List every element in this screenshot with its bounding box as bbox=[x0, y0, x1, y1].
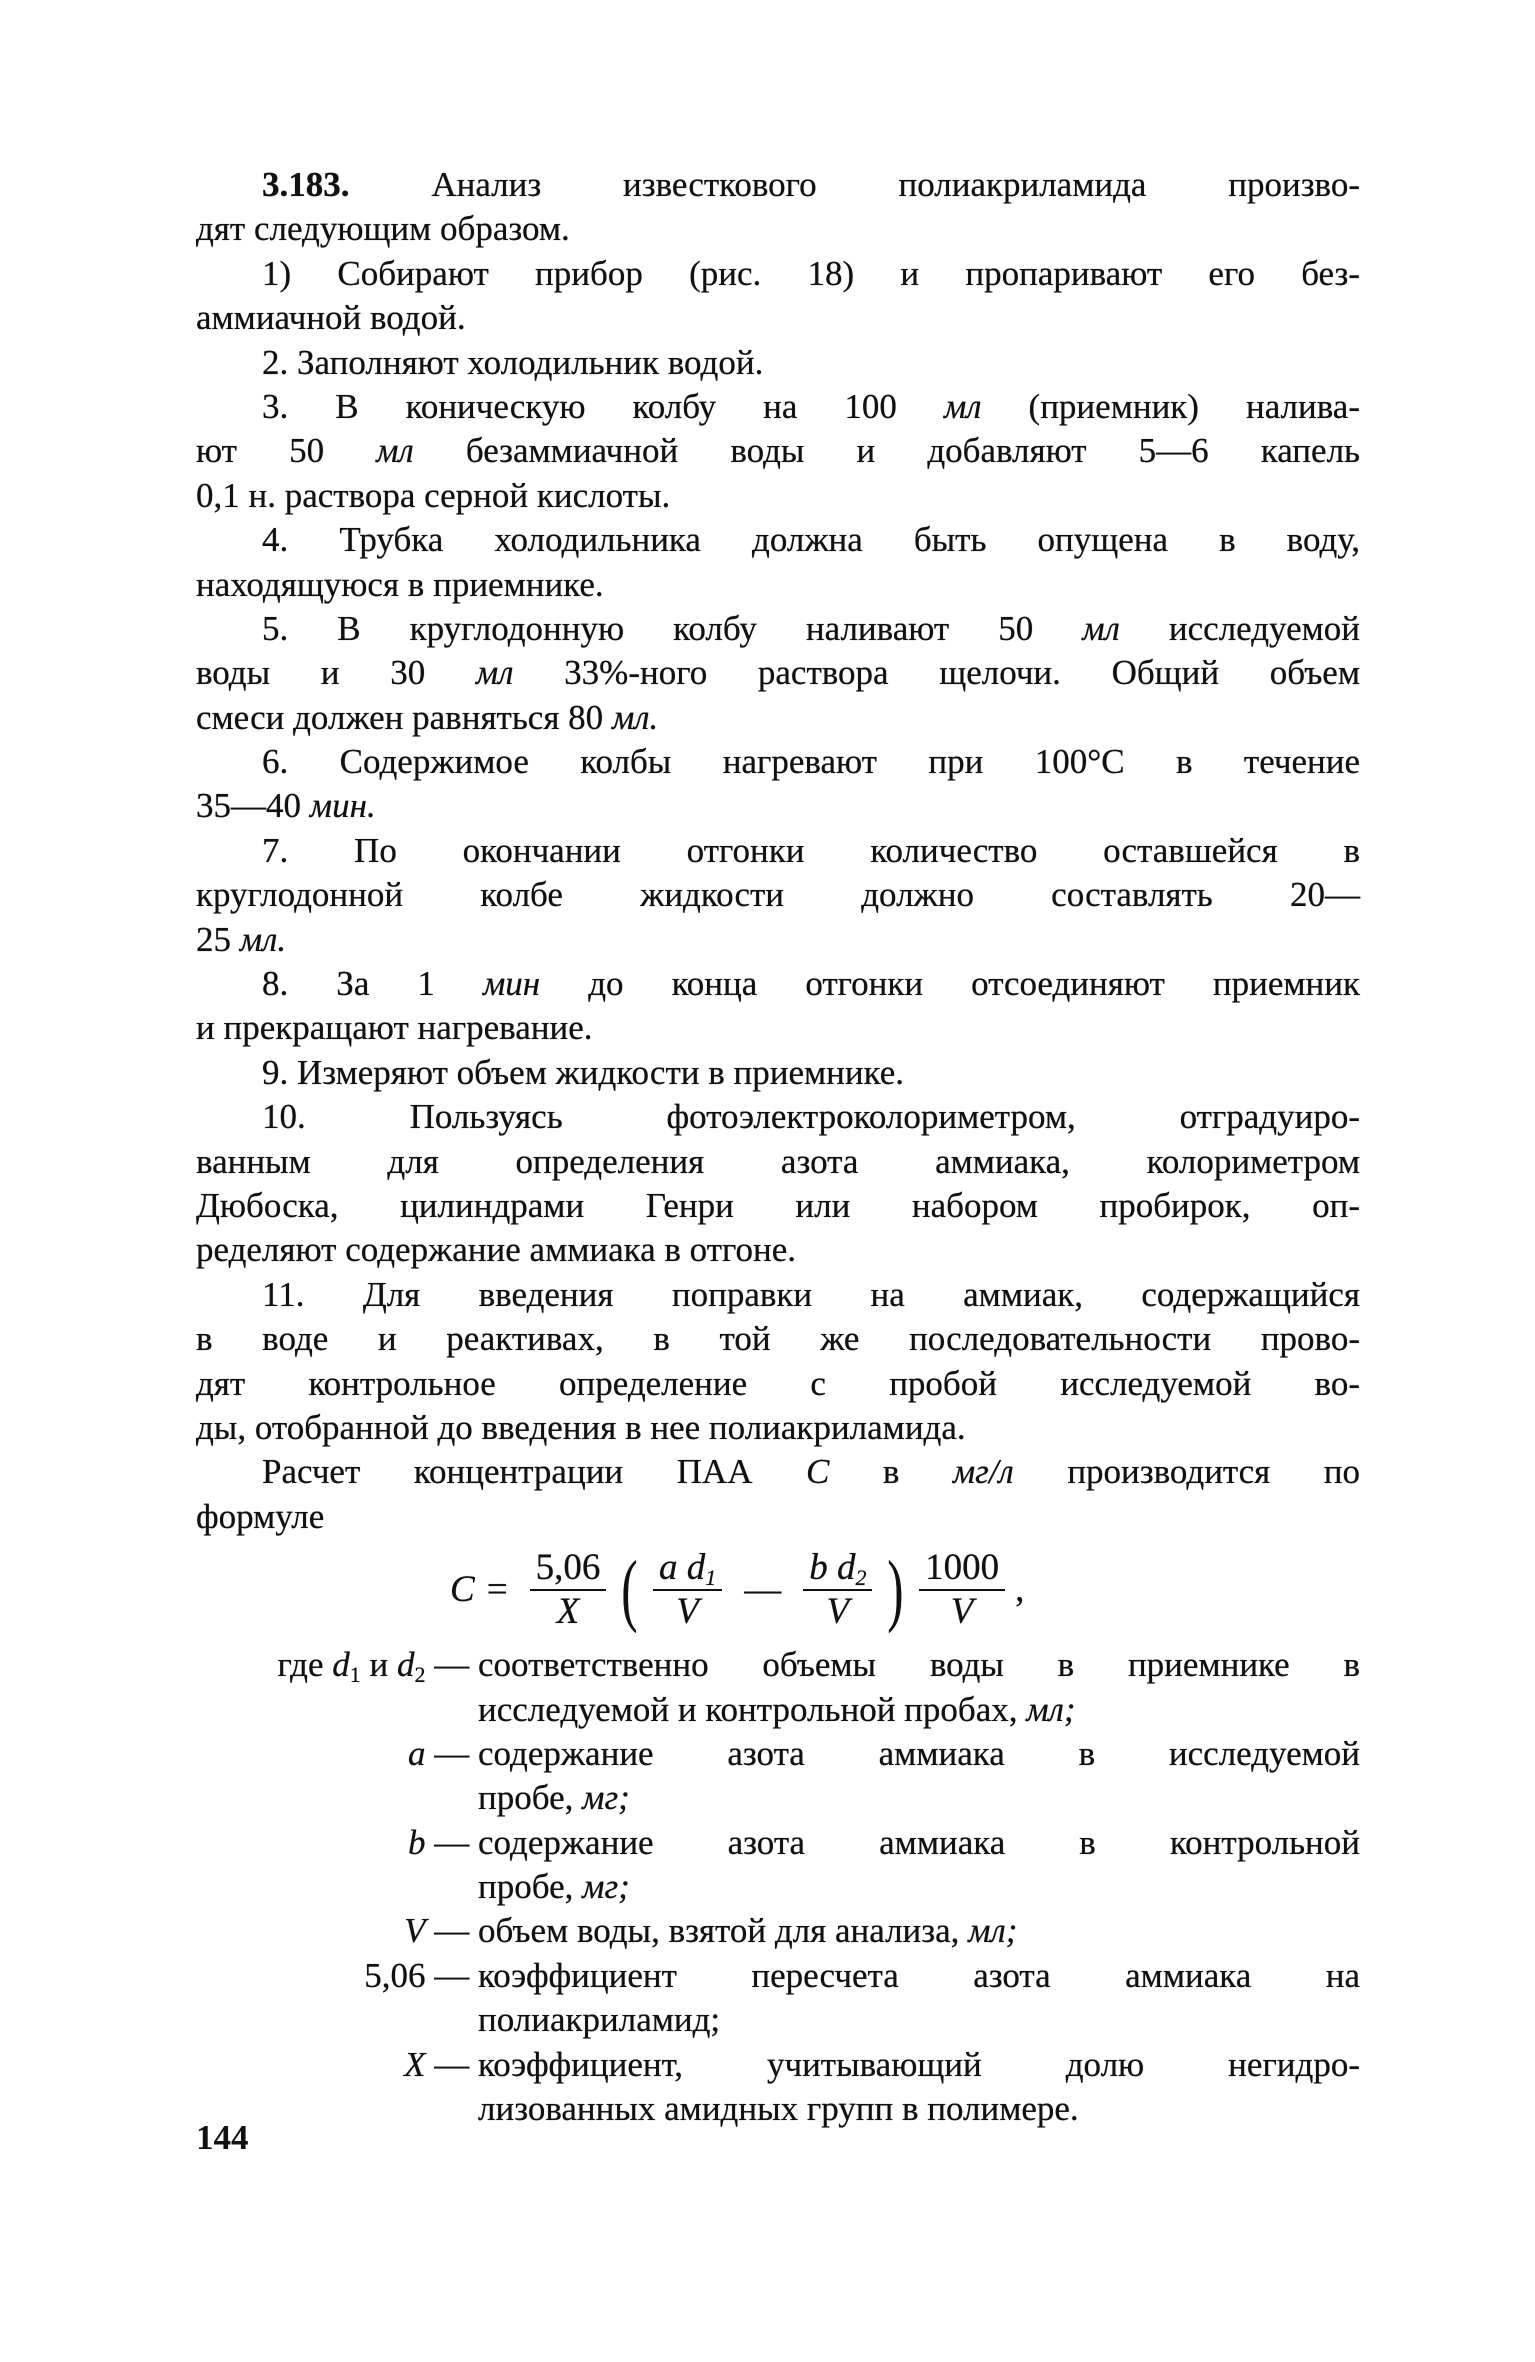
text-segment: мг; bbox=[582, 1867, 630, 1907]
text-line bbox=[478, 1909, 1360, 1953]
text-segment: пробе, bbox=[478, 1867, 583, 1907]
text-segment: мл bbox=[376, 431, 414, 471]
legend-definition bbox=[478, 1909, 1360, 1953]
text-segment: d bbox=[332, 1645, 350, 1685]
text-line bbox=[196, 1450, 1360, 1494]
page-number: 144 bbox=[196, 2118, 249, 2157]
text-segment: 9. Измеряют объем жидкости в приемнике. bbox=[262, 1052, 905, 1092]
text-segment: в bbox=[829, 1452, 953, 1492]
text-segment: находящуюся в приемнике. bbox=[196, 564, 604, 604]
text-segment: 0,1 н. раствора серной кислоты. bbox=[196, 475, 671, 515]
coef-numerator: 5,06 bbox=[530, 1547, 607, 1591]
text-segment: мл bbox=[475, 653, 514, 693]
k-denominator: V bbox=[950, 1591, 974, 1633]
text-segment: где bbox=[277, 1645, 333, 1685]
paragraph bbox=[196, 163, 1360, 252]
text-segment: мин bbox=[482, 964, 541, 1004]
legend-item bbox=[196, 1909, 1360, 1953]
text-line bbox=[196, 385, 1360, 429]
text-segment: и прекращают нагревание. bbox=[196, 1008, 593, 1048]
t2-d: d bbox=[836, 1547, 856, 1589]
text-line bbox=[478, 1643, 1360, 1687]
paragraph bbox=[196, 341, 1360, 385]
paragraph bbox=[196, 1273, 1360, 1451]
text-segment: 25 bbox=[196, 919, 240, 959]
text-line bbox=[478, 1732, 1360, 1776]
text-segment: — bbox=[425, 1733, 470, 1773]
text-segment: 2 bbox=[414, 1662, 426, 1688]
paragraph bbox=[196, 518, 1360, 607]
formula-legend bbox=[196, 1643, 1360, 2131]
paragraph bbox=[196, 252, 1360, 341]
text-segment: 3.183. bbox=[262, 165, 350, 204]
text-segment: 4. Трубка холодильника должна быть опущена в воду, bbox=[262, 520, 1360, 560]
text-line bbox=[196, 1006, 1360, 1050]
text-segment: мл bbox=[943, 386, 982, 426]
text-segment: соответственно объемы воды в приемнике в bbox=[478, 1645, 1360, 1685]
text-segment: содержание азота аммиака в исследуемой bbox=[478, 1733, 1360, 1773]
text-segment: коэффициент, учитывающий долю негидро- bbox=[478, 2044, 1360, 2084]
legend-definition bbox=[478, 1732, 1360, 1821]
text-line bbox=[478, 1954, 1360, 1998]
text-line bbox=[196, 607, 1360, 651]
text-segment: формуле bbox=[196, 1496, 325, 1536]
legend-definition bbox=[478, 1643, 1360, 1732]
term1-fraction bbox=[653, 1547, 722, 1633]
text-line bbox=[196, 252, 1360, 296]
legend-term bbox=[196, 1909, 478, 1953]
legend-item bbox=[196, 1732, 1360, 1821]
legend-term bbox=[196, 1643, 478, 1732]
legend-definition bbox=[478, 2043, 1360, 2132]
paragraph bbox=[196, 1051, 1360, 1095]
text-segment: 1) Собирают прибор (рис. 18) и пропаривают его без- bbox=[262, 253, 1360, 293]
text-segment: мг/л bbox=[952, 1452, 1014, 1492]
t2-sub: 2 bbox=[855, 1565, 867, 1591]
text-line bbox=[196, 1184, 1360, 1228]
legend-term bbox=[196, 1732, 478, 1821]
text-line bbox=[196, 518, 1360, 562]
legend-item bbox=[196, 1643, 1360, 1732]
text-segment: a bbox=[408, 1733, 426, 1773]
text-segment: — bbox=[425, 1911, 470, 1951]
coefficient-fraction bbox=[530, 1547, 607, 1633]
text-segment: X bbox=[404, 2044, 426, 2084]
text-line bbox=[196, 1406, 1360, 1450]
text-segment: полиакриламид; bbox=[478, 2000, 721, 2040]
text-line bbox=[478, 1688, 1360, 1732]
text-line bbox=[196, 296, 1360, 340]
text-line bbox=[196, 651, 1360, 695]
text-segment: мин. bbox=[309, 786, 376, 826]
text-segment: до конца отгонки отсоединяют приемник bbox=[540, 964, 1360, 1004]
formula-minus: — bbox=[744, 1568, 782, 1610]
text-line bbox=[478, 2043, 1360, 2087]
paragraph bbox=[196, 1450, 1360, 1539]
text-segment: 35—40 bbox=[196, 786, 310, 826]
text-line bbox=[478, 1821, 1360, 1865]
text-line bbox=[196, 1317, 1360, 1361]
text-segment: (приемник) налива- bbox=[981, 386, 1360, 426]
text-segment: Дюбоска, цилиндрами Генри или набором пробирок, оп- bbox=[196, 1185, 1360, 1225]
paragraph bbox=[196, 962, 1360, 1051]
text-segment: мл. bbox=[611, 697, 659, 737]
text-segment: коэффициент пересчета азота аммиака на bbox=[478, 1955, 1360, 1995]
text-segment: объем воды, взятой для анализа, bbox=[478, 1911, 969, 1951]
paragraph bbox=[196, 1095, 1360, 1273]
text-segment: ванным для определения азота аммиака, колориметром bbox=[196, 1141, 1360, 1181]
text-segment: ределяют содержание аммиака в отгоне. bbox=[196, 1230, 797, 1270]
formula-end: , bbox=[1015, 1568, 1025, 1610]
body-text bbox=[196, 163, 1360, 1539]
term2-fraction bbox=[803, 1547, 872, 1633]
right-paren: ) bbox=[887, 1546, 904, 1635]
paragraph bbox=[196, 740, 1360, 829]
text-segment: b bbox=[408, 1822, 426, 1862]
left-paren: ( bbox=[621, 1546, 638, 1635]
text-segment: Расчет концентрации ПАА bbox=[262, 1452, 806, 1492]
text-segment: исследуемой и контрольной пробах, bbox=[478, 1689, 1027, 1729]
text-line bbox=[196, 474, 1360, 518]
text-segment: мл; bbox=[968, 1911, 1018, 1951]
text-line bbox=[196, 873, 1360, 917]
paragraph bbox=[196, 607, 1360, 740]
text-segment: дят контрольное определение с пробой исследуемой во- bbox=[196, 1363, 1360, 1403]
text-segment: круглодонной колбе жидкости должно составлять 20— bbox=[196, 875, 1360, 915]
text-line bbox=[196, 829, 1360, 873]
text-line bbox=[196, 341, 1360, 385]
text-segment: 5. В круглодонную колбу наливают 50 bbox=[262, 608, 1083, 648]
text-line bbox=[478, 1776, 1360, 1820]
text-segment: 1 bbox=[349, 1662, 361, 1688]
text-segment: исследуемой bbox=[1119, 608, 1360, 648]
legend-definition bbox=[478, 1954, 1360, 2043]
text-segment: V bbox=[404, 1911, 426, 1951]
text-segment: содержание азота аммиака в контрольной bbox=[478, 1822, 1360, 1862]
k-numerator: 1000 bbox=[919, 1547, 1005, 1591]
text-segment: 5,06 — bbox=[364, 1955, 470, 1995]
coef-denominator: X bbox=[556, 1591, 580, 1633]
text-segment: 6. Содержимое колбы нагревают при 100°С в течение bbox=[262, 742, 1360, 782]
t1-d: d bbox=[686, 1547, 706, 1589]
text-segment: безаммиачной воды и добавляют 5—6 капель bbox=[413, 431, 1360, 471]
text-segment: смеси должен равняться 80 bbox=[196, 697, 612, 737]
text-line bbox=[196, 207, 1360, 251]
text-line bbox=[196, 962, 1360, 1006]
text-segment: мл bbox=[1082, 608, 1120, 648]
text-line bbox=[196, 563, 1360, 607]
text-segment: — bbox=[425, 1645, 470, 1685]
text-line bbox=[196, 740, 1360, 784]
text-segment: 8. За 1 bbox=[262, 964, 483, 1004]
text-line bbox=[196, 1228, 1360, 1272]
legend-term bbox=[196, 1954, 478, 2043]
text-segment: лизованных амидных групп в полимере. bbox=[478, 2089, 1079, 2129]
t2-b: b bbox=[809, 1547, 828, 1589]
text-line bbox=[196, 429, 1360, 473]
text-segment: пробе, bbox=[478, 1778, 583, 1818]
t2-denominator: V bbox=[826, 1591, 850, 1633]
text-line bbox=[196, 163, 1360, 207]
formula-lhs: C bbox=[450, 1568, 475, 1610]
text-segment: 11. Для введения поправки на аммиак, содержащийся bbox=[262, 1274, 1360, 1314]
text-segment: мг; bbox=[582, 1778, 630, 1818]
legend-definition bbox=[478, 1821, 1360, 1910]
text-segment: ды, отобранной до введения в нее полиакриламида. bbox=[196, 1407, 966, 1447]
legend-item bbox=[196, 1821, 1360, 1910]
t1-denominator: V bbox=[676, 1591, 699, 1633]
document-page bbox=[196, 163, 1360, 2131]
text-segment: — bbox=[425, 2044, 470, 2084]
text-segment: дят следующим образом. bbox=[196, 209, 570, 249]
text-line bbox=[196, 696, 1360, 740]
t1-a: a bbox=[658, 1547, 678, 1589]
concentration-formula bbox=[196, 1539, 1360, 1643]
text-segment: Анализ известкового полиакриламида произво- bbox=[349, 165, 1360, 204]
text-line bbox=[196, 1095, 1360, 1139]
text-line bbox=[196, 1362, 1360, 1406]
legend-term bbox=[196, 1821, 478, 1910]
text-segment: C bbox=[805, 1452, 830, 1492]
t1-sub: 1 bbox=[705, 1565, 717, 1591]
text-segment: 10. Пользуясь фотоэлектроколориметром, отградуиро- bbox=[262, 1097, 1360, 1137]
text-segment: 3. В коническую колбу на 100 bbox=[262, 386, 944, 426]
text-segment: производится по bbox=[1013, 1452, 1360, 1492]
text-segment: 2. Заполняют холодильник водой. bbox=[262, 342, 764, 382]
text-segment: мл; bbox=[1026, 1689, 1076, 1729]
text-segment: 33%-ного раствора щелочи. Общий объем bbox=[513, 653, 1360, 693]
text-segment: и bbox=[360, 1645, 397, 1685]
text-line bbox=[196, 1051, 1360, 1095]
legend-item bbox=[196, 1954, 1360, 2043]
text-segment: мл. bbox=[239, 919, 287, 959]
text-segment: 7. По окончании отгонки количество оставшейся в bbox=[262, 830, 1360, 870]
paragraph bbox=[196, 385, 1360, 518]
text-line bbox=[196, 784, 1360, 828]
text-line bbox=[196, 1495, 1360, 1539]
text-line bbox=[196, 1273, 1360, 1317]
text-line bbox=[196, 1140, 1360, 1184]
text-line bbox=[196, 918, 1360, 962]
legend-item bbox=[196, 2043, 1360, 2132]
text-line bbox=[478, 1998, 1360, 2042]
paragraph bbox=[196, 829, 1360, 962]
text-line bbox=[478, 2087, 1360, 2131]
text-segment: d bbox=[397, 1645, 415, 1685]
formula-equals: = bbox=[486, 1568, 508, 1610]
scale-fraction bbox=[919, 1547, 1005, 1633]
text-segment: воды и 30 bbox=[196, 653, 476, 693]
text-line bbox=[478, 1865, 1360, 1909]
text-segment: ют 50 bbox=[196, 431, 377, 471]
text-segment: в воде и реактивах, в той же последовательности прово- bbox=[196, 1319, 1360, 1359]
text-segment: — bbox=[425, 1822, 470, 1862]
text-segment: аммиачной водой. bbox=[196, 298, 466, 338]
